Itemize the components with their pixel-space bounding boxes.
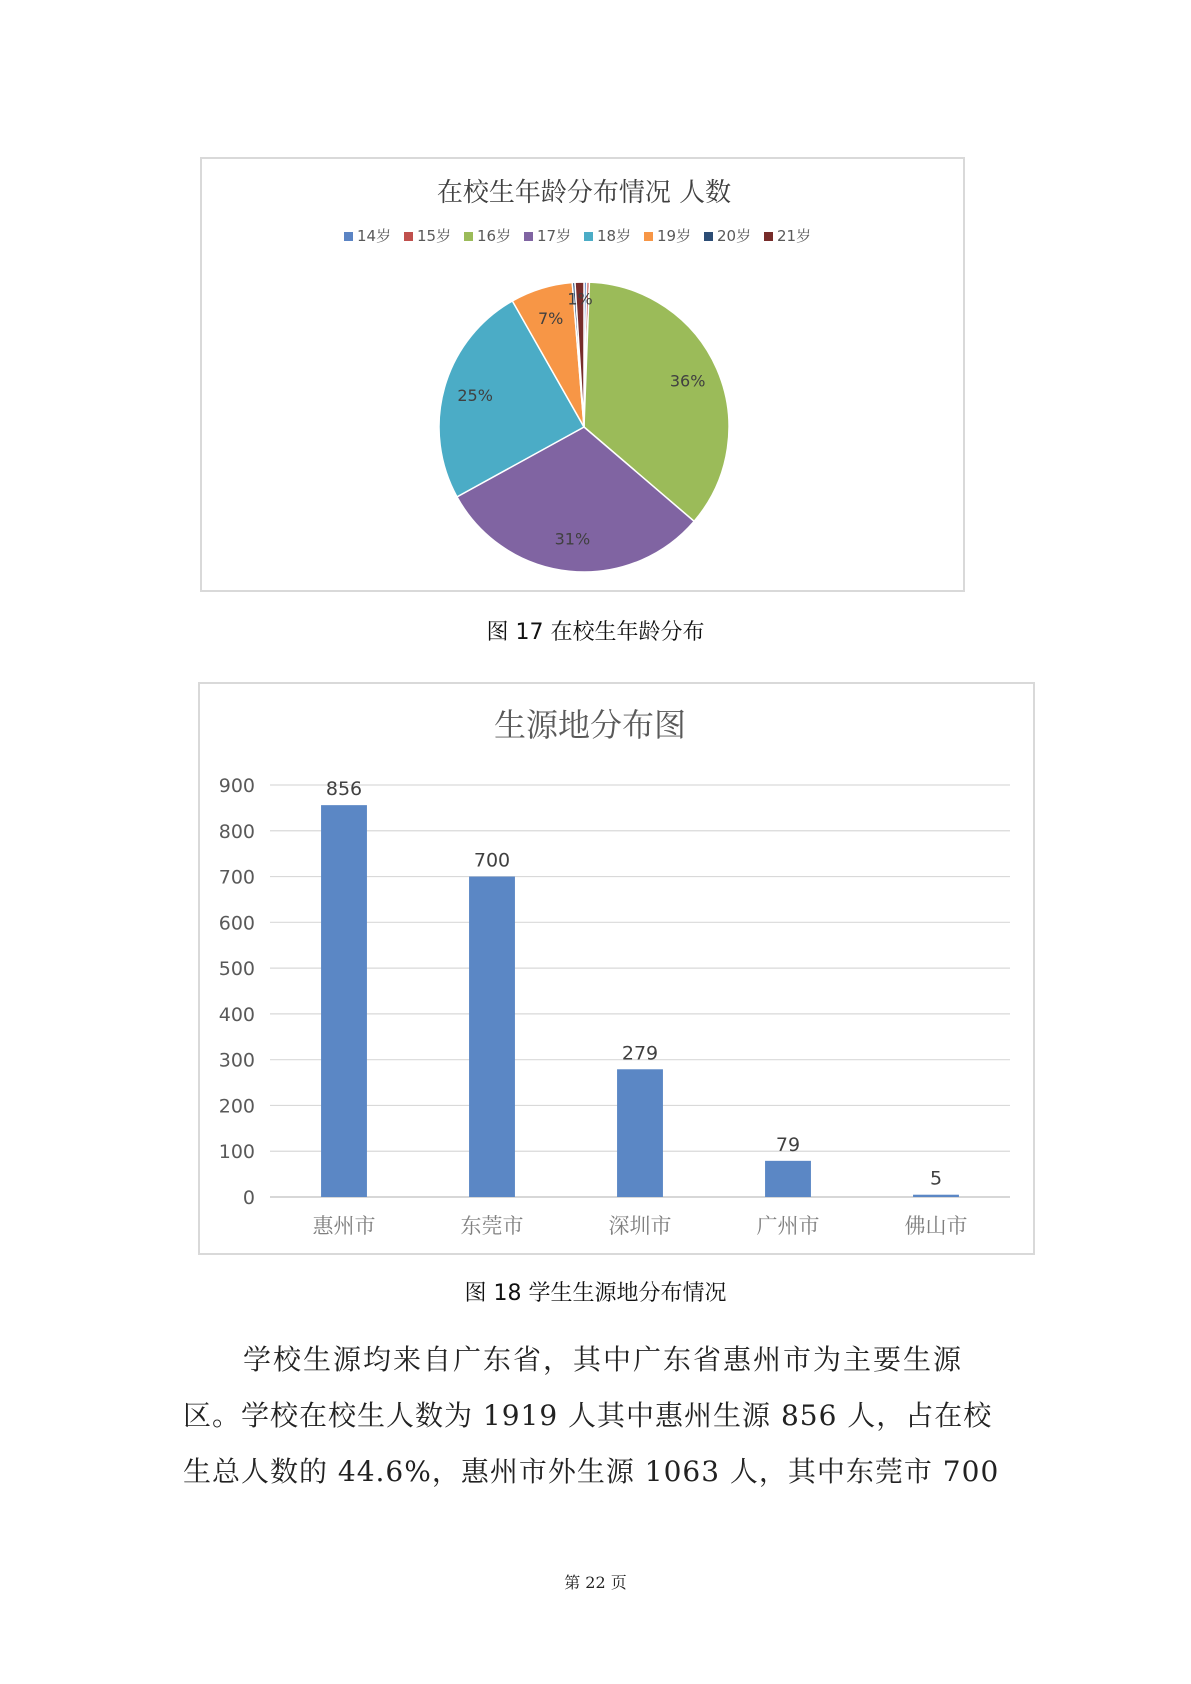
pie-legend-label: 21岁 (777, 227, 812, 245)
bar-y-tick-label: 100 (218, 1141, 255, 1164)
page-number: 第 22 页 (564, 1573, 627, 1592)
bar-value-label: 700 (473, 849, 511, 872)
bar-x-tick-label: 东莞市 (460, 1214, 524, 1238)
bar-chart-svg (200, 684, 1037, 1257)
bar-y-tick-label: 400 (218, 1003, 255, 1026)
pie-legend-label: 15岁 (417, 227, 452, 245)
bar-y-tick-label: 700 (218, 866, 255, 889)
bar (617, 1069, 663, 1197)
pie-legend-label: 20岁 (717, 227, 752, 245)
bar-value-label: 79 (775, 1133, 801, 1156)
bar (913, 1195, 959, 1197)
bar-value-label: 279 (621, 1042, 659, 1065)
pie-data-label: 25% (457, 386, 493, 406)
pie-legend-label: 19岁 (657, 227, 692, 245)
figure-17-caption: 图 17 在校生年龄分布 (486, 620, 705, 645)
bar-value-label: 5 (929, 1167, 943, 1190)
bar (321, 805, 367, 1197)
pie-data-label: 7% (537, 308, 564, 328)
bar-x-tick-label: 广州市 (756, 1214, 820, 1238)
pie-chart-svg (202, 159, 967, 594)
pie-chart-title: 在校生年龄分布情况 人数 (436, 178, 732, 208)
paragraph-line-3: 生总人数的 44.6%，惠州市外生源 1063 人，其中东莞市 700 (183, 1455, 1000, 1488)
pie-legend-swatch (524, 232, 533, 241)
pie-legend-swatch (704, 232, 713, 241)
pie-legend-swatch (404, 232, 413, 241)
pie-legend-label: 14岁 (357, 227, 392, 245)
pie-legend-label: 18岁 (597, 227, 632, 245)
pie-legend-swatch (584, 232, 593, 241)
bar (469, 877, 515, 1197)
pie-legend-swatch (764, 232, 773, 241)
bar-x-tick-label: 惠州市 (312, 1214, 376, 1238)
pie-legend-label: 16岁 (477, 227, 512, 245)
pie-data-label: 1% (567, 289, 593, 309)
paragraph-line-2: 区。学校在校生人数为 1919 人其中惠州生源 856 人，占在校 (183, 1399, 993, 1432)
bar-x-tick-label: 佛山市 (904, 1214, 968, 1238)
bar-y-tick-labels (219, 775, 255, 1209)
bar-y-tick-label: 900 (218, 775, 255, 797)
bar-x-tick-labels (313, 1214, 968, 1238)
bar-y-tick-label: 200 (218, 1095, 255, 1118)
bar-value-label: 856 (325, 778, 363, 801)
bar (765, 1161, 811, 1197)
bar-y-tick-label: 0 (242, 1187, 255, 1209)
pie-legend-label: 17岁 (537, 227, 572, 245)
age-distribution-chart (200, 157, 965, 592)
pie-slices (439, 282, 729, 572)
bar-y-tick-label: 800 (218, 820, 255, 843)
pie-legend-swatch (344, 232, 353, 241)
paragraph-line-1: 学校生源均来自广东省，其中广东省惠州市为主要生源 (243, 1343, 964, 1376)
pie-legend (344, 227, 811, 245)
bar-chart-title: 生源地分布图 (493, 706, 687, 744)
pie-legend-swatch (644, 232, 653, 241)
pie-data-label: 31% (554, 529, 591, 549)
origin-distribution-chart (198, 682, 1035, 1255)
bar-y-tick-label: 500 (218, 958, 255, 981)
pie-data-label: 36% (669, 371, 706, 391)
bar-y-tick-label: 300 (218, 1049, 255, 1072)
bar-y-tick-label: 600 (218, 912, 255, 935)
bar-bars (321, 805, 959, 1197)
bar-x-tick-label: 深圳市 (608, 1214, 672, 1238)
figure-18-caption: 图 18 学生生源地分布情况 (464, 1281, 727, 1306)
pie-legend-swatch (464, 232, 473, 241)
